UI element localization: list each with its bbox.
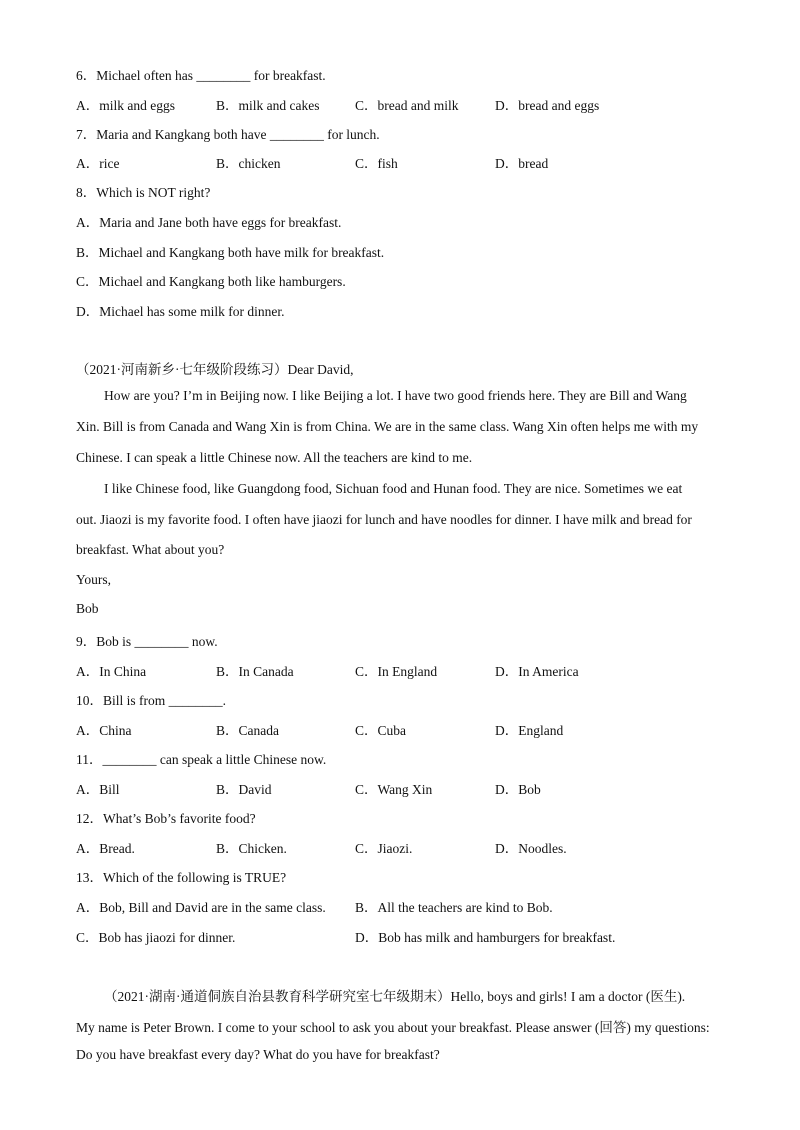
passage-3-source-line: （2021·湖南·通道侗族自治县教育科学研究室七年级期末）Hello, boys and girls! I am a doctor (医生). xyxy=(104,989,686,1004)
passage-3-line: Do you have breakfast every day? What do you have for breakfast? xyxy=(76,1047,440,1062)
question-9-stem: 9．Bob is ________ now. xyxy=(76,634,218,649)
passage-3-line: My name is Peter Brown. I come to your school to ask you about your breakfast. Please answer (回答) my questions: xyxy=(76,1020,710,1035)
question-8-option-c: C．Michael and Kangkang both like hamburgers. xyxy=(76,274,346,289)
question-6-option-a: A．milk and eggs xyxy=(76,98,175,113)
letter-signature: Bob xyxy=(76,601,99,616)
question-8-option-a: A．Maria and Jane both have eggs for breakfast. xyxy=(76,215,342,230)
question-11-stem: 11．________ can speak a little Chinese now. xyxy=(76,752,327,767)
question-11-option-c: C．Wang Xin xyxy=(355,782,433,797)
question-13-stem: 13．Which of the following is TRUE? xyxy=(76,870,287,885)
question-6-option-b: B．milk and cakes xyxy=(216,98,320,113)
question-6-option-c: C．bread and milk xyxy=(355,98,459,113)
question-9-option-a: A．In China xyxy=(76,664,147,679)
passage-2-source-line: （2021·河南新乡·七年级阶段练习）Dear David, xyxy=(76,362,354,377)
passage-2-line: I like Chinese food, like Guangdong food, Sichuan food and Hunan food. They are nice. Sometimes we eat xyxy=(104,481,683,496)
question-6-option-d: D．bread and eggs xyxy=(495,98,600,113)
question-11-option-d: D．Bob xyxy=(495,782,541,797)
question-12-option-c: C．Jiaozi. xyxy=(355,841,413,856)
question-9-option-b: B．In Canada xyxy=(216,664,294,679)
letter-closing: Yours, xyxy=(76,572,112,587)
passage-2-line: Chinese. I can speak a little Chinese now. All the teachers are kind to me. xyxy=(76,450,473,465)
question-13-option-b: B．All the teachers are kind to Bob. xyxy=(355,900,553,915)
question-12-stem: 12．What’s Bob’s favorite food? xyxy=(76,811,256,826)
question-10-option-c: C．Cuba xyxy=(355,723,407,738)
question-9-option-d: D．In America xyxy=(495,664,579,679)
passage-2-line: out. Jiaozi is my favorite food. I often have jiaozi for lunch and have noodles for dinner. I have milk and bread for xyxy=(76,512,692,527)
passage-2-line: How are you? I’m in Beijing now. I like Beijing a lot. I have two good friends here. They are Bill and Wang xyxy=(104,388,687,403)
question-11-option-b: B．David xyxy=(216,782,272,797)
question-7-option-b: B．chicken xyxy=(216,156,281,171)
question-10-option-d: D．England xyxy=(495,723,564,738)
question-7-option-a: A．rice xyxy=(76,156,120,171)
question-12-option-b: B．Chicken. xyxy=(216,841,287,856)
question-12-option-d: D．Noodles. xyxy=(495,841,567,856)
question-10-stem: 10．Bill is from ________. xyxy=(76,693,227,708)
question-7-option-d: D．bread xyxy=(495,156,549,171)
question-7-stem: 7．Maria and Kangkang both have ________ for lunch. xyxy=(76,127,380,142)
question-9-option-c: C．In England xyxy=(355,664,438,679)
question-7-option-c: C．fish xyxy=(355,156,398,171)
question-13-option-c: C．Bob has jiaozi for dinner. xyxy=(76,930,236,945)
question-8-stem: 8．Which is NOT right? xyxy=(76,185,211,200)
question-12-option-a: A．Bread. xyxy=(76,841,135,856)
question-13-option-a: A．Bob, Bill and David are in the same class. xyxy=(76,900,326,915)
question-10-option-a: A．China xyxy=(76,723,132,738)
question-11-option-a: A．Bill xyxy=(76,782,120,797)
question-10-option-b: B．Canada xyxy=(216,723,279,738)
question-8-option-d: D．Michael has some milk for dinner. xyxy=(76,304,285,319)
question-8-option-b: B．Michael and Kangkang both have milk for breakfast. xyxy=(76,245,385,260)
passage-2-line: breakfast. What about you? xyxy=(76,542,225,557)
question-6-stem: 6．Michael often has ________ for breakfast. xyxy=(76,68,326,83)
question-13-option-d: D．Bob has milk and hamburgers for breakfast. xyxy=(355,930,616,945)
passage-2-line: Xin. Bill is from Canada and Wang Xin is from China. We are in the same class. Wang Xin often helps me with my xyxy=(76,419,699,434)
